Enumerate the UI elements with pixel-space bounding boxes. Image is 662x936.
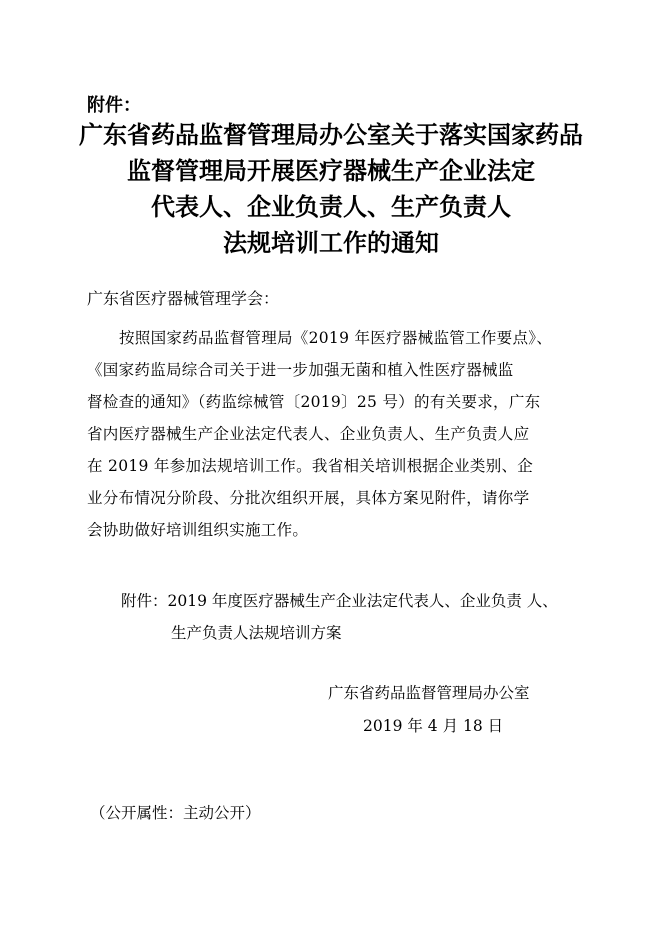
title-line: 代表人、企业负责人、生产负责人 [151,193,511,221]
annex-line: 生产负责人法规培训方案 [171,624,342,642]
signature-organization: 广东省药品监督管理局办公室 [328,684,530,702]
title-line: 广东省药品监督管理局办公室关于落实国家药品 [79,121,583,149]
attachment-tag: 附件： [87,95,141,116]
body-line: 《国家药监局综合司关于进一步加强无菌和植入性医疗器械监 [87,361,514,379]
title-line: 监督管理局开展医疗器械生产企业法定 [127,157,535,185]
annex-line: 附件：2019 年度医疗器械生产企业法定代表人、企业负责 人、 [121,592,558,610]
salutation: 广东省医疗器械管理学会： [87,289,280,308]
body-line: 业分布情况分阶段、分批次组织开展，具体方案见附件，请你学 [87,489,530,507]
body-line: 在 2019 年参加法规培训工作。我省相关培训根据企业类别、企 [87,457,534,475]
disclosure-attribute: （公开属性：主动公开） [90,804,261,822]
title-line: 法规培训工作的通知 [223,229,439,257]
body-paragraph [87,322,587,546]
body-line: 按照国家药品监督管理局《2019 年医疗器械监管工作要点》、 [119,329,553,347]
annex-reference [121,585,558,649]
body-line: 省内医疗器械生产企业法定代表人、企业负责人、生产负责人应 [87,425,530,443]
signature-date: 2019 年 4 月 18 日 [363,717,504,735]
document-title [20,117,642,261]
body-line: 督检查的通知》（药监综械管〔2019〕25 号）的有关要求，广东 [87,393,541,411]
body-line: 会协助做好培训组织实施工作。 [87,521,309,539]
